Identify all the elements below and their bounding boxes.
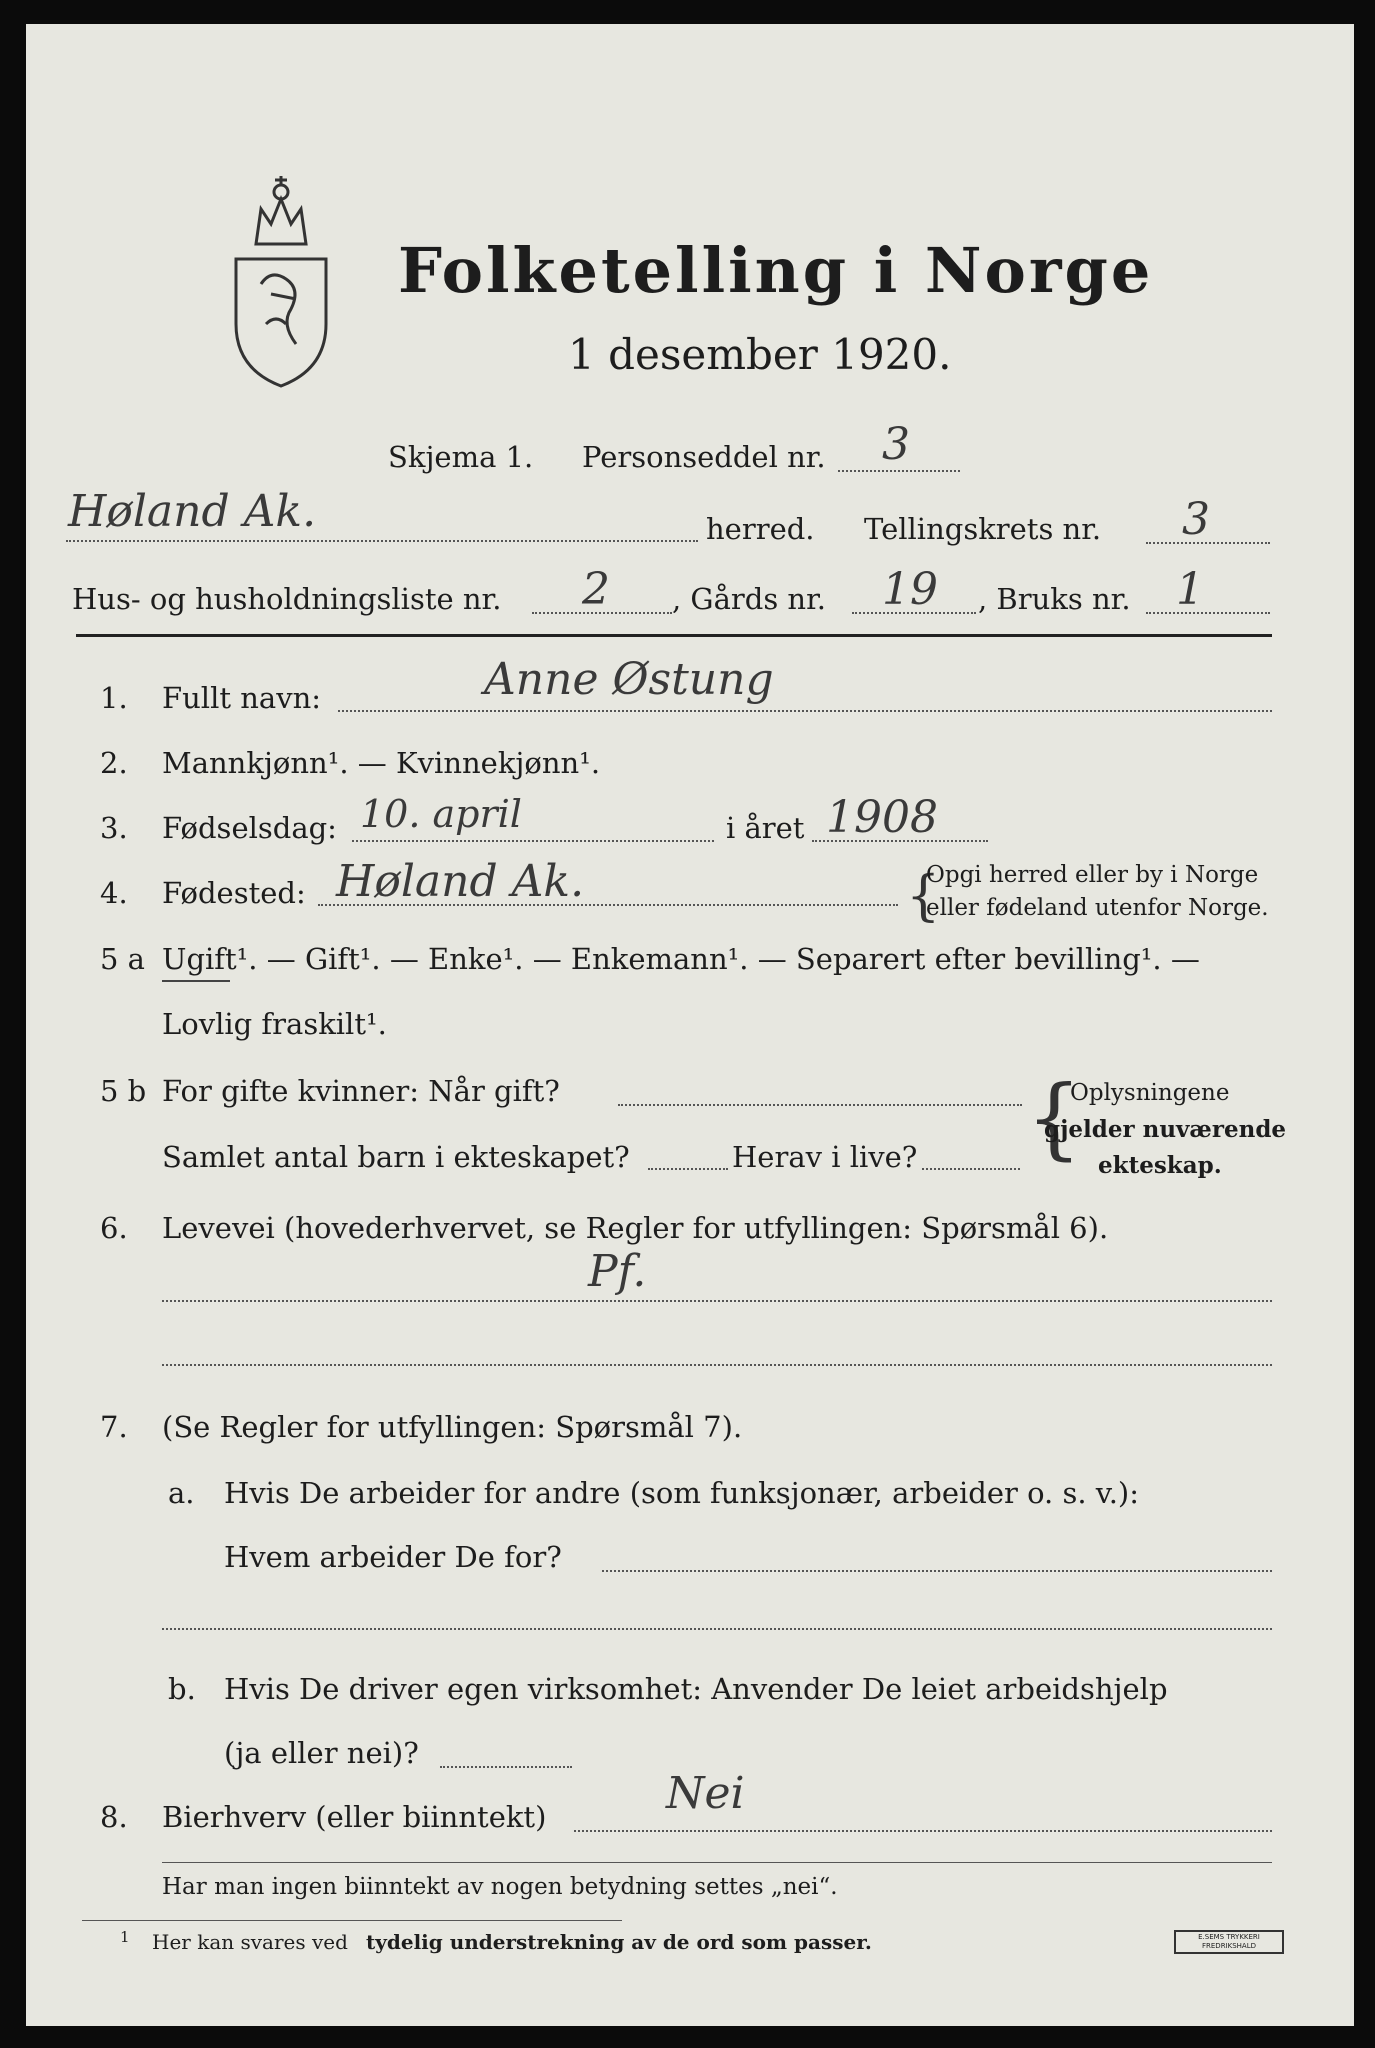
q3-year-value: 1908 — [826, 792, 938, 843]
bruks-line — [1146, 612, 1270, 614]
bruks-label: , Bruks nr. — [978, 582, 1131, 616]
q8-value: Nei — [666, 1768, 745, 1819]
q1-label: Fullt navn: — [162, 681, 322, 715]
q4-brace: { — [906, 864, 941, 927]
personseddel-label: Personseddel nr. — [582, 440, 826, 474]
q3-label: Fødselsdag: — [162, 811, 337, 845]
stamp-line2: FREDRIKSHALD — [1201, 1942, 1256, 1950]
q2-number: 2. — [100, 746, 128, 780]
norwegian-coat-of-arms-icon — [226, 174, 336, 389]
personseddel-value: 3 — [882, 419, 910, 470]
q5b-text-line2: Samlet antal barn i ekteskapet? — [162, 1140, 630, 1174]
q5b-note-line3: ekteskap. — [1098, 1152, 1222, 1179]
bruks-value: 1 — [1176, 564, 1204, 615]
q5b-alive-line — [922, 1168, 1020, 1170]
ugift-underline — [162, 980, 230, 982]
q5b-text-line1: For gifte kvinner: Når gift? — [162, 1074, 560, 1108]
q8-line — [574, 1830, 1272, 1832]
q7b-number: b. — [168, 1672, 196, 1706]
tellingskrets-label: Tellingskrets nr. — [864, 512, 1102, 546]
q7a-line2 — [162, 1628, 1272, 1630]
q8-text: Bierhverv (eller biinntekt) — [162, 1800, 547, 1834]
herred-value: Høland Ak. — [68, 486, 317, 537]
q5b-text-line3: Herav i live? — [732, 1140, 918, 1174]
q3-value: 10. april — [360, 792, 522, 836]
gards-value: 19 — [882, 564, 938, 615]
stamp-line1: E.SEMS TRYKKERI — [1198, 1933, 1260, 1941]
q5b-number: 5 b — [100, 1074, 147, 1108]
form-title: Folketelling i Norge — [398, 234, 1154, 307]
footnote-bold: tydelig understrekning av de ord som passer. — [366, 1930, 872, 1954]
footnote-mark: 1 — [120, 1928, 130, 1946]
q2-text: Mannkjønn¹. — Kvinnekjønn¹. — [162, 746, 601, 780]
q5b-children-line — [648, 1168, 728, 1170]
hus-label: Hus- og husholdningsliste nr. — [72, 582, 502, 616]
q1-line — [338, 710, 1272, 712]
q7b-text-line2: (ja eller nei)? — [224, 1736, 419, 1770]
q3-number: 3. — [100, 811, 128, 845]
q6-line1 — [162, 1300, 1272, 1302]
q1-value: Anne Østung — [484, 654, 774, 705]
q7a-text-line1: Hvis De arbeider for andre (som funksjonær, arbeider o. s. v.): — [224, 1476, 1140, 1510]
herred-label: herred. — [706, 512, 815, 546]
q6-line2 — [162, 1364, 1272, 1366]
census-date: 1 desember 1920. — [568, 330, 952, 379]
q7a-number: a. — [168, 1476, 195, 1510]
q7b-line — [440, 1766, 572, 1768]
q4-number: 4. — [100, 876, 128, 910]
q6-value: Pf. — [588, 1246, 647, 1297]
q3-line — [352, 840, 714, 842]
gards-label: , Gårds nr. — [672, 582, 826, 616]
hus-value: 2 — [582, 564, 610, 615]
q4-note-line2: eller fødeland utenfor Norge. — [926, 895, 1269, 921]
census-form — [26, 24, 1354, 2026]
q5b-married-line — [618, 1104, 1022, 1106]
q6-number: 6. — [100, 1211, 128, 1245]
skjema-label: Skjema 1. — [388, 440, 534, 474]
footnote-divider — [82, 1920, 622, 1921]
q4-note-line1: Opgi herred eller by i Norge — [926, 862, 1259, 888]
q7-number: 7. — [100, 1410, 128, 1444]
q4-label: Fødested: — [162, 876, 306, 910]
q1-number: 1. — [100, 681, 128, 715]
tellingskrets-value: 3 — [1182, 494, 1210, 545]
q5a-number: 5 a — [100, 942, 145, 976]
q7b-text-line1: Hvis De driver egen virksomhet: Anvender De leiet arbeidshjelp — [224, 1672, 1168, 1706]
personseddel-line — [838, 470, 960, 472]
q8-number: 8. — [100, 1800, 128, 1834]
q3-year-label: i året — [726, 811, 805, 845]
header-divider — [76, 634, 1272, 637]
herred-line — [66, 540, 698, 542]
printer-stamp — [1174, 1930, 1284, 1954]
q5b-note-line2: gjelder nuværende — [1044, 1116, 1287, 1143]
q4-value: Høland Ak. — [336, 856, 585, 907]
q7-text: (Se Regler for utfyllingen: Spørsmål 7). — [162, 1410, 743, 1444]
q7a-text-line2: Hvem arbeider De for? — [224, 1540, 562, 1574]
nei-note: Har man ingen biinntekt av nogen betydning settes „nei“. — [162, 1874, 838, 1900]
q5b-note-line1: Oplysningene — [1070, 1080, 1230, 1106]
q5a-text-line2: Lovlig fraskilt¹. — [162, 1007, 387, 1041]
q5b-brace: { — [1026, 1066, 1082, 1169]
q7a-line1 — [602, 1570, 1272, 1572]
q6-text: Levevei (hovederhvervet, se Regler for utfyllingen: Spørsmål 6). — [162, 1211, 1109, 1245]
q5a-text-line1: Ugift¹. — Gift¹. — Enke¹. — Enkemann¹. — Separert efter bevilling¹. — — [162, 942, 1200, 976]
footnote-text: Her kan svares ved — [152, 1930, 348, 1954]
note-divider — [162, 1862, 1272, 1863]
